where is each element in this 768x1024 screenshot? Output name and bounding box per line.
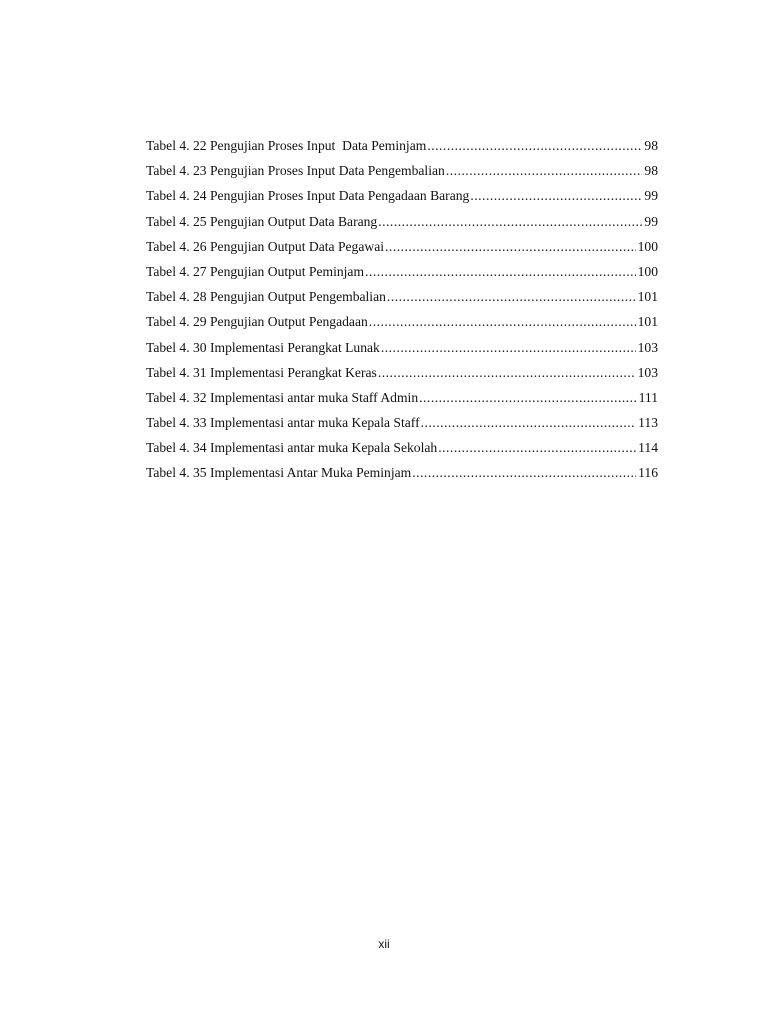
toc-entry-label: Tabel 4. 23 Pengujian Proses Input Data Pengembalian bbox=[146, 163, 445, 179]
toc-entry-label: Tabel 4. 25 Pengujian Output Data Barang bbox=[146, 213, 378, 229]
toc-entry-label: Tabel 4. 22 Pengujian Proses Input Data Peminjam bbox=[146, 138, 427, 153]
toc-leader-dots bbox=[385, 237, 636, 257]
toc-entry-label: Tabel 4. 34 Implementasi antar muka Kepala Sekolah bbox=[146, 440, 438, 456]
toc-leader-dots bbox=[365, 262, 636, 282]
toc-entry bbox=[146, 312, 658, 337]
toc-entry-label: Tabel 4. 27 Pengujian Output Peminjam bbox=[146, 263, 365, 279]
toc-entry bbox=[146, 237, 658, 262]
toc-leader-dots bbox=[421, 413, 637, 433]
toc-leader-dots bbox=[419, 388, 636, 408]
toc-entry-page: 100 bbox=[637, 263, 658, 279]
toc-entry-page: 116 bbox=[638, 465, 658, 481]
toc-leader-dots bbox=[381, 338, 636, 358]
toc-entry bbox=[146, 262, 658, 287]
toc-entry bbox=[146, 438, 658, 463]
toc-entry-label: Tabel 4. 31 Implementasi Perangkat Keras bbox=[146, 364, 377, 380]
toc-entry-label: Tabel 4. 26 Pengujian Output Data Pegawai bbox=[146, 238, 385, 254]
toc-leader-dots bbox=[378, 212, 642, 232]
toc-entry bbox=[146, 212, 658, 237]
toc-entry bbox=[146, 161, 658, 186]
toc-entry bbox=[146, 287, 658, 312]
toc-entry-label: Tabel 4. 29 Pengujian Output Pengadaan bbox=[146, 314, 368, 330]
toc-leader-dots bbox=[446, 161, 643, 181]
toc-entry bbox=[146, 463, 658, 488]
toc-entry-page: 99 bbox=[644, 188, 658, 204]
toc-leader-dots bbox=[387, 287, 636, 307]
toc-leader-dots bbox=[378, 363, 636, 383]
toc-entry bbox=[146, 413, 658, 438]
toc-entry bbox=[146, 338, 658, 363]
toc-entry-label: Tabel 4. 33 Implementasi antar muka Kepala Staff bbox=[146, 415, 420, 431]
toc-entry bbox=[146, 136, 658, 161]
toc-entry-page: 101 bbox=[637, 289, 658, 305]
toc-entry bbox=[146, 186, 658, 211]
toc-entry-page: 113 bbox=[638, 415, 658, 431]
toc-leader-dots bbox=[470, 186, 642, 206]
toc-leader-dots bbox=[438, 438, 636, 458]
toc-entry-label: Tabel 4. 30 Implementasi Perangkat Lunak bbox=[146, 339, 380, 355]
toc-entry bbox=[146, 388, 658, 413]
toc-entry-page: 103 bbox=[637, 339, 658, 355]
toc-entry-label: Tabel 4. 32 Implementasi antar muka Staff Admin bbox=[146, 389, 419, 405]
toc-entry-page: 103 bbox=[637, 364, 658, 380]
toc-leader-dots bbox=[369, 312, 636, 332]
toc-entry-label: Tabel 4. 24 Pengujian Proses Input Data Pengadaan Barang bbox=[146, 188, 470, 204]
toc-entry-page: 99 bbox=[644, 213, 658, 229]
toc-entry-page: 98 bbox=[644, 163, 658, 179]
toc-entry-page: 101 bbox=[637, 314, 658, 330]
page-number: xii bbox=[378, 937, 390, 951]
table-of-contents-list bbox=[146, 136, 658, 489]
toc-entry-label: Tabel 4. 28 Pengujian Output Pengembalian bbox=[146, 289, 386, 305]
toc-leader-dots bbox=[427, 136, 642, 156]
toc-leader-dots bbox=[412, 463, 636, 483]
toc-entry-page: 114 bbox=[638, 440, 658, 456]
toc-entry bbox=[146, 363, 658, 388]
toc-entry-page: 98 bbox=[644, 138, 658, 153]
toc-entry-label: Tabel 4. 35 Implementasi Antar Muka Peminjam bbox=[146, 465, 412, 481]
toc-entry-page: 100 bbox=[637, 238, 658, 254]
toc-entry-page: 111 bbox=[638, 389, 658, 405]
